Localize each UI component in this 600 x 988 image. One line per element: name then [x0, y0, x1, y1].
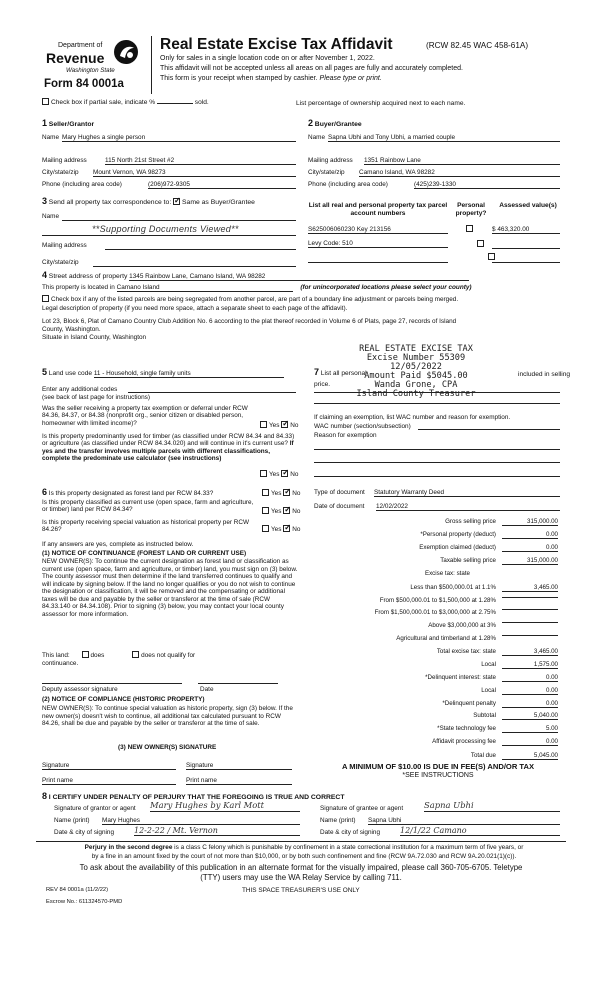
timber-answer: Yes ✓ No: [260, 470, 298, 478]
notice-1-body: NEW OWNER(S): To continue the current designation as forest land or classification as current use (open space, farm and agriculture, or timber) land, you must sign on (3) below. The county assessor must then determine if the land transferred continues to qualify and will indicate by signing below. If the land no longer qualifies or you do not wish to continue the designation or classification, it will be removed and the compensating or additional taxes will be due and payable by the seller or transferor at the time of sale (RCW 84.33.140 or 84.34.108). Prior to signing (3) below, you may contact your local county assessor for more information.: [42, 558, 298, 618]
tax-row-value[interactable]: 0.00: [502, 674, 558, 682]
correspondence-heading: 3 Send all property tax correspondence to: ✓ Same as Buyer/Grantee: [42, 196, 255, 207]
tax-row-label: Less than $500,000.01 at 1.1%: [410, 584, 496, 591]
owner-signature-1-row: Signature: [42, 762, 180, 769]
street-address-row: 4 Street address of property 1345 Rainbow Lane, Camano Island, WA 98282: [42, 270, 560, 281]
notice-2-title: (2) NOTICE OF COMPLIANCE (HISTORIC PROPERTY): [42, 696, 205, 703]
tax-row-label: *Delinquent penalty: [442, 700, 496, 707]
segregation-row: Check box if any of the listed parcels are being segregated from another parcel, are part of a boundary line adjustment or parcels being merged.: [42, 295, 560, 303]
notice-1-title: (1) NOTICE OF CONTINUANCE (FOREST LAND OR CURRENT USE): [42, 550, 247, 557]
partial-sale-checkbox[interactable]: [42, 98, 49, 105]
dept-line: Department of: [58, 42, 103, 49]
buyer-city-row: City/state/zip Camano Island, WA 98282: [308, 169, 560, 176]
timber-question: Is this property predominantly used for timber (as classified under RCW 84.34 and 84.33) or agriculture (as classified under RCW 84.34.020) and will continue in it's current use? If yes and the transfer involves multiple parcels with different classifications, complete the predominate use calculator (see instructions): [42, 433, 295, 463]
tax-row-label: From $1,500,000.01 to $3,000,000 at 2.75%: [374, 609, 496, 616]
grantor-date-row: Date & city of signing 12-2-22 / Mt. Vernon: [54, 829, 300, 836]
forest-question-1: 6 Is this property designated as forest land per RCW 84.33?: [42, 487, 214, 497]
parcel-2-personal-checkbox[interactable]: [477, 240, 484, 247]
tax-row-value[interactable]: 5.00: [502, 725, 558, 733]
forest-yes-checkbox[interactable]: [262, 489, 269, 496]
buyer-heading: 2 Buyer/Grantee: [308, 118, 362, 128]
parcel-number-field[interactable]: S625006060230 Key 213156: [308, 226, 448, 234]
personal-property-label-price: price.: [314, 381, 331, 388]
revenue-logo: [112, 38, 140, 66]
personal-property-field-2[interactable]: [314, 403, 560, 404]
continuance-label: continuance.: [42, 660, 79, 667]
parcel-1-personal-checkbox[interactable]: [466, 225, 473, 232]
personal-property-heading: 7 List all personal: [314, 367, 367, 377]
current-use-yes-checkbox[interactable]: [262, 507, 269, 514]
buyer-address-row: Mailing address 1351 Rainbow Lane: [308, 157, 560, 164]
tax-row-value[interactable]: 0.00: [502, 738, 558, 746]
segregation-checkbox[interactable]: [42, 295, 49, 302]
seller-phone-row: Phone (including area code) (206)972-9305: [42, 181, 296, 188]
buyer-name-row: Name Sapna Ubhi and Tony Ubhi, a married couple: [308, 134, 560, 141]
land-does-not-checkbox[interactable]: [132, 651, 139, 658]
buyer-phone-row: Phone (including area code) (425)239-1330: [308, 181, 560, 188]
grantee-signature-row: Signature of grantee or agent Sapna Ubhi: [320, 805, 560, 812]
certify-heading: 8 I CERTIFY UNDER PENALTY OF PERJURY THAT THE FOREGOING IS TRUE AND CORRECT: [42, 791, 345, 801]
personal-property-col-header: Personal property?: [455, 202, 487, 217]
tax-row-label: Gross selling price: [445, 518, 496, 525]
seller-heading: 1 Seller/Grantor: [42, 118, 95, 128]
owner-print-1-row: Print name: [42, 777, 180, 784]
tax-row-label: Subtotal: [473, 712, 496, 719]
legal-description-line-2: County, Washington.: [42, 326, 101, 333]
form-number: Form 84 0001a: [44, 78, 124, 90]
correspondence-name-field[interactable]: [62, 213, 296, 221]
treasurer-use-label: THIS SPACE TREASURER'S USE ONLY: [242, 887, 360, 894]
seller-address-row: Mailing address 115 North 21st Street #2: [42, 157, 296, 164]
tax-row-label: *State technology fee: [437, 725, 496, 732]
exemption-answer: Yes ✓ No: [260, 421, 298, 429]
tax-row-value[interactable]: 3,465.00: [502, 648, 558, 656]
tax-row-label: *Personal property (deduct): [420, 531, 496, 538]
tax-row-label: Total excise tax: state: [436, 648, 496, 655]
owner-signature-1-field[interactable]: [42, 769, 176, 770]
exemption-question: Was the seller receiving a property tax exemption or deferral under RCW 84.36, 84.37, or 84.38 (nonprofit org., senior citizen or disabled person, homeowner with limited income)?: [42, 405, 248, 427]
ownership-note: List percentage of ownership acquired next to each name.: [296, 100, 466, 107]
seller-name-field[interactable]: Mary Hughes a single person: [62, 134, 296, 142]
page-title: Real Estate Excise Tax Affidavit: [160, 36, 393, 53]
header-line-1: Only for sales in a single location code on or after November 1, 2022.: [160, 55, 375, 62]
document-date-field[interactable]: 12/02/2022: [376, 503, 560, 511]
tax-row-value[interactable]: 0.00: [502, 544, 558, 552]
parcel-3-personal-checkbox[interactable]: [488, 253, 495, 260]
historic-yes-checkbox[interactable]: [262, 525, 269, 532]
tax-row-value[interactable]: 0.00: [502, 700, 558, 708]
header-line-3: This form is your receipt when stamped by cashier. Please type or print.: [160, 75, 382, 82]
partial-sale-row: Check box if partial sale, indicate % sold.: [42, 98, 209, 107]
tax-row-label: Excise tax: state: [424, 570, 470, 577]
assessed-value-col-header: Assessed value(s): [499, 202, 557, 209]
assessed-value-field[interactable]: $ 463,320.00: [492, 226, 560, 234]
historic-no-checkbox[interactable]: [283, 525, 290, 532]
land-use-row: 5 Land use code 11 - Household, single family units: [42, 367, 296, 378]
buyer-city-field[interactable]: Camano Island, WA 98282: [359, 169, 560, 177]
grantee-print-row: Name (print) Sapna Ubhi: [320, 817, 560, 824]
tax-row-value[interactable]: 315,000.00: [502, 557, 558, 565]
revision-label: REV 84 0001a (11/2/22): [46, 887, 109, 893]
document-date-row: Date of document 12/02/2022: [314, 503, 560, 510]
grantor-signature-row: Signature of grantor or agent Mary Hughes by Karl Mott: [54, 805, 300, 812]
land-does-checkbox[interactable]: [82, 651, 89, 658]
owner-signature-2-field[interactable]: [186, 769, 292, 770]
timber-no-checkbox[interactable]: [281, 470, 288, 477]
minimum-fee-note: A MINIMUM OF $10.00 IS DUE IN FEE(S) AND/OR TAX: [341, 762, 535, 771]
forest-question-3: Is this property receiving special valuation as historical property per RCW 84.26?: [42, 519, 250, 534]
legal-description-line-3: Situate in Island County, Washington: [42, 334, 147, 341]
parcel-col-header: List all real and personal property tax parcel account numbers: [308, 202, 448, 217]
exemption-reason-field-1[interactable]: [314, 449, 560, 450]
correspondence-city-row: City/state/zip: [42, 259, 296, 266]
tax-row-label: Local: [481, 661, 496, 668]
tax-row-value[interactable]: 315,000.00: [502, 518, 558, 526]
seller-phone-field[interactable]: (206)972-9305: [148, 181, 296, 189]
exemption-no-checkbox[interactable]: [281, 421, 288, 428]
same-as-buyer-checkbox[interactable]: [173, 198, 180, 205]
owner-print-1-field[interactable]: [42, 784, 176, 785]
tax-row-value[interactable]: 5,045.00: [502, 752, 558, 760]
buyer-address-field[interactable]: 1351 Rainbow Lane: [364, 157, 560, 165]
exemption-reason-field-3[interactable]: [314, 476, 560, 477]
additional-codes-label: Enter any additional codes: [42, 386, 118, 393]
additional-codes-note: (see back of last page for instructions): [42, 394, 150, 401]
tax-row-label: Local: [481, 687, 496, 694]
owner-print-2-field[interactable]: [186, 784, 292, 785]
grantee-signature-field[interactable]: Sapna Ubhi: [424, 801, 560, 812]
owner-signature-2-row: Signature: [186, 762, 298, 769]
land-qualify-row: This land: does does not qualify for: [42, 652, 196, 659]
parcel-3-value-field[interactable]: [492, 262, 560, 263]
tax-row-value[interactable]: [502, 622, 558, 623]
grantee-date-field[interactable]: 12/1/22 Camano: [400, 826, 560, 836]
deputy-signature-label: Deputy assessor signature: [42, 686, 118, 693]
correspondence-address-field[interactable]: [105, 242, 296, 250]
tax-row-value[interactable]: 0.00: [502, 687, 558, 695]
grantor-print-row: Name (print) Mary Hughes: [54, 817, 300, 824]
land-use-code-field[interactable]: 11 - Household, single family units: [94, 370, 284, 378]
grantee-date-row: Date & city of signing 12/1/22 Camano: [320, 829, 560, 836]
grantee-print-field[interactable]: Sapna Ubhi: [368, 817, 560, 825]
levy-code-field[interactable]: Levy Code: 510: [308, 240, 448, 248]
exemption-yes-checkbox[interactable]: [260, 421, 267, 428]
tax-row-label: Affidavit processing fee: [432, 738, 496, 745]
property-address-field[interactable]: 1345 Rainbow Lane, Camano Island, WA 98282: [129, 273, 469, 281]
tax-row-value[interactable]: 3,465.00: [502, 584, 558, 592]
correspondence-address-row: Mailing address: [42, 242, 296, 249]
header-line-2: This affidavit will not be accepted unless all areas on all pages are fully and accurately completed.: [160, 65, 463, 72]
exemption-reason-field-2[interactable]: [314, 462, 560, 463]
location-select[interactable]: Camano Island: [117, 284, 293, 292]
treasurer-stamp: REAL ESTATE EXCISE TAX Excise Number 55309 12/05/2022 Amount Paid $5045.00 Wanda Grone, CPA Island County Treasurer: [356, 344, 476, 400]
current-use-no-checkbox[interactable]: [283, 507, 290, 514]
forest-answer-2: Yes ✓ No: [262, 507, 300, 515]
forest-answer-3: Yes ✓ No: [262, 525, 300, 533]
location-row: This property is located in Camano Island (for unincorporated locations please select your county): [42, 284, 472, 291]
new-owner-signature-title: (3) NEW OWNER(S) SIGNATURE: [118, 744, 217, 751]
grantor-signature-field[interactable]: Mary Hughes by Karl Mott: [150, 801, 300, 812]
perjury-notice-2: by a fine in an amount fixed by the court of not more than $10,000, or by both such confinement and fine (RCW 9A.72.030 and RCW 9A.20.021(1)(c)).: [91, 853, 517, 860]
buyer-name-field[interactable]: Sapna Ubhi and Tony Ubhi, a married couple: [328, 134, 560, 142]
seller-name-row: Name Mary Hughes a single person: [42, 134, 296, 141]
tax-row-value[interactable]: 1,575.00: [502, 661, 558, 669]
see-instructions-note: *SEE INSTRUCTIONS: [402, 772, 474, 779]
seller-city-field[interactable]: Mount Vernon, WA 98273: [93, 169, 296, 177]
tax-row-label: Exemption claimed (deduct): [419, 544, 496, 551]
tax-row-value[interactable]: 5,040.00: [502, 712, 558, 720]
wac-number-row: WAC number (section/subsection): [314, 423, 560, 430]
notice-2-body: NEW OWNER(S): To continue special valuation as historic property, sign (3) below. If the new owner(s) doesn't wish to continue, all additional tax calculated pursuant to RCW 84.26, shall be due and payable by the seller or transferor at the time of sale.: [42, 705, 293, 728]
tax-row-label: Above $3,000,000 at 3%: [428, 622, 496, 629]
tax-row-value[interactable]: 0.00: [502, 531, 558, 539]
tax-row-label: Taxable selling price: [440, 557, 496, 564]
tax-row-value[interactable]: [502, 635, 558, 636]
exemption-reason-label: Reason for exemption: [314, 432, 377, 439]
supporting-documents-note: **Supporting Documents Viewed**: [92, 224, 239, 234]
deputy-date-label: Date: [200, 686, 214, 693]
personal-property-field-1[interactable]: [314, 392, 560, 393]
owner-print-2-row: Print name: [186, 777, 298, 784]
grantor-date-field[interactable]: 12-2-22 / Mt. Vernon: [134, 826, 300, 836]
timber-yes-checkbox[interactable]: [260, 470, 267, 477]
escrow-number: Escrow No.: 611324570-PMD: [46, 899, 123, 905]
exemption-wac-label: If claiming an exemption, list WAC number and reason for exemption.: [314, 414, 511, 421]
forest-no-checkbox[interactable]: [283, 489, 290, 496]
forest-question-2: Is this property classified as current use (open space, farm and agriculture, or timber) land per RCW 84.34?: [42, 499, 254, 514]
personal-property-label-end: included in selling: [518, 371, 571, 378]
forest-answer-1: Yes ✓ No: [262, 489, 300, 497]
correspondence-name-row: Name: [42, 213, 296, 220]
tax-row-label: Agricultural and timberland at 1.28%: [396, 635, 496, 642]
tax-row-label: *Delinquent interest: state: [425, 674, 496, 681]
document-type-row: Type of document Statutory Warranty Deed: [314, 489, 560, 496]
correspondence-city-field[interactable]: [93, 259, 296, 267]
additional-codes-field[interactable]: [128, 386, 296, 393]
tax-row-label: From $500,000.01 to $1,500,000 at 1.28%: [379, 597, 496, 604]
seller-city-row: City/state/zip Mount Vernon, WA 98273: [42, 169, 296, 176]
seller-address-field[interactable]: 115 North 21st Street #2: [105, 157, 296, 165]
rcw-reference: (RCW 82.45 WAC 458-61A): [426, 41, 529, 50]
tax-row-label: Total due: [470, 752, 496, 759]
wac-number-field[interactable]: [418, 423, 560, 430]
state-name: Washington State: [66, 67, 115, 74]
legal-description-line-1: Lot 23, Block 6, Plat of Camano Country Club Addition No. 6 according to the plat thereof recorded in Volume 6 of Plats, page 27, records of Island: [42, 318, 457, 325]
partial-sale-percent-field[interactable]: [157, 103, 193, 104]
document-type-field[interactable]: Statutory Warranty Deed: [374, 489, 560, 497]
buyer-phone-field[interactable]: (425)239-1330: [414, 181, 560, 189]
legal-description-label: Legal description of property (if you need more space, attach a separate sheet to each page of the affidavit).: [42, 305, 348, 312]
grantor-print-field[interactable]: Mary Hughes: [102, 817, 300, 825]
perjury-notice: Perjury in the second degree is a class C felony which is punishable by confinement in a state correctional institution for a maximum term of five years, or: [84, 844, 524, 851]
accessibility-notice-1: To ask about the availability of this publication in an alternate format for the visually impaired, please call 360-705-6705. Teletype: [79, 863, 523, 872]
agency-name: Revenue: [46, 50, 105, 66]
parcel-3-number-field[interactable]: [308, 262, 448, 263]
tax-row-value[interactable]: [502, 597, 558, 598]
parcel-2-value-field[interactable]: [492, 248, 560, 249]
tax-row-value[interactable]: [502, 609, 558, 610]
if-any-yes-note: If any answers are yes, complete as instructed below.: [42, 541, 194, 548]
accessibility-notice-2: (TTY) users may use the WA Relay Service by calling 711.: [200, 873, 402, 882]
